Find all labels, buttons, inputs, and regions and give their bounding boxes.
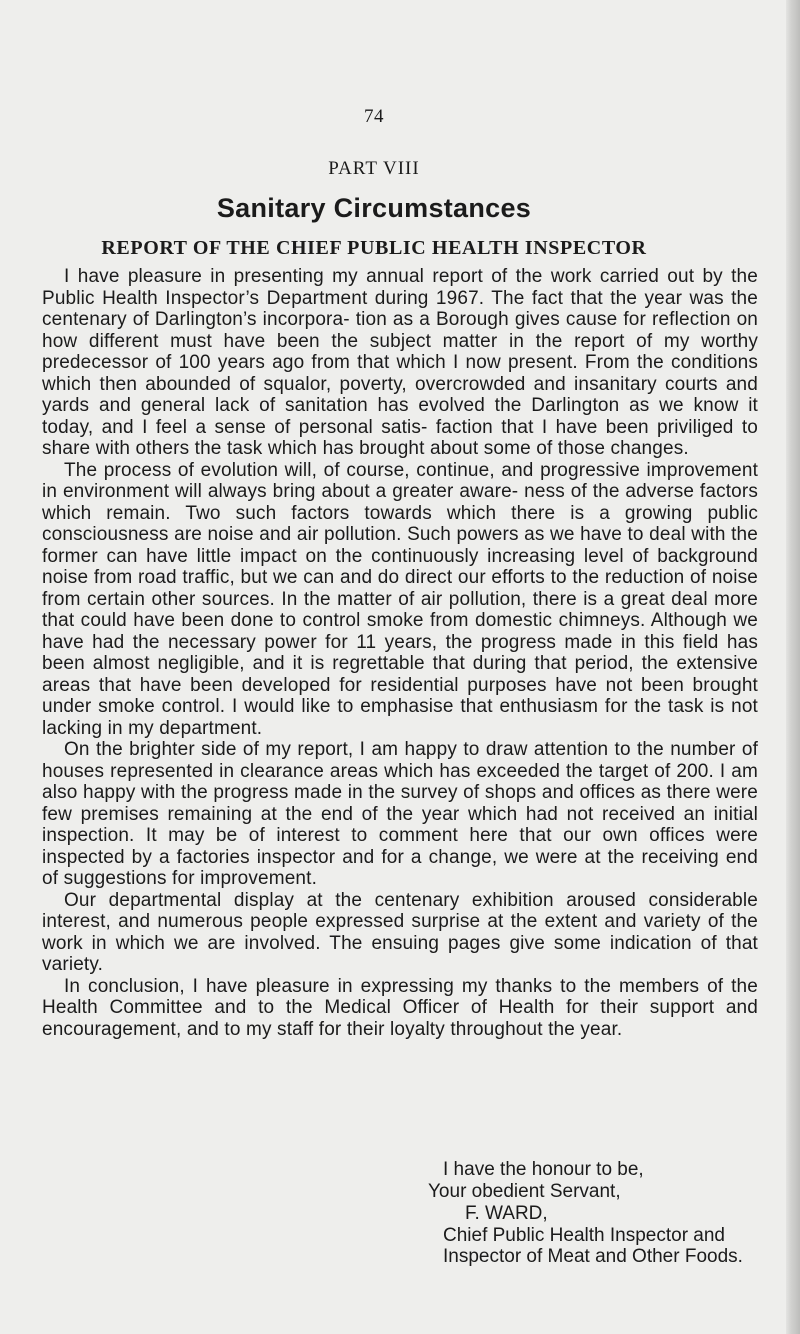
page-number: 74 bbox=[364, 106, 384, 127]
document-page bbox=[42, 0, 784, 1334]
page-title: Sanitary Circumstances bbox=[216, 193, 532, 223]
report-subtitle: REPORT OF THE CHIEF PUBLIC HEALTH INSPECTOR bbox=[101, 237, 647, 259]
paragraph-display: Our departmental display at the centenary exhibition aroused considerable interest, and numerous people expressed surprise at the extent and variety of the work in which we are involved. The ensuing pages give some indication of that variety. bbox=[42, 889, 758, 975]
signature-name: F. WARD, bbox=[465, 1203, 548, 1224]
paragraph-evolution: The process of evolution will, of course, continue, and progressive improvement in environment will always bring about a greater aware- ness of the adverse factors which remain. Two such factors towards which there is a growing public consciousness are noise and air pollution. Such powers as we have to deal with the former can have little impact on the continuously increasing level of background noise from road traffic, but we can and do direct our efforts to the reduction of noise from certain other sources. In the matter of air pollution, there is a great deal more that could have been done to control smoke from domestic chimneys. Although we have had the necessary power for 11 years, the progress made in this field has been almost negligible, and it is regrettable that during that period, the extensive areas that have been developed for residential purposes have not been brought under smoke control. I would like to emphasise that enthusiasm for the task is not lacking in my department. bbox=[42, 459, 758, 739]
part-heading: PART VIII bbox=[328, 158, 420, 179]
signature-salutation: Your obedient Servant, bbox=[428, 1181, 621, 1202]
paragraph-conclusion: In conclusion, I have pleasure in expressing my thanks to the members of the Health Committee and to the Medical Officer of Health for their support and encouragement, and to my staff for their loyalty throughout the year. bbox=[42, 975, 758, 1040]
signature-closing: I have the honour to be, bbox=[443, 1159, 644, 1180]
paragraph-brighter-side: On the brighter side of my report, I am happy to draw attention to the number of houses represented in clearance areas which has exceeded the target of 200. I am also happy with the progress made in the survey of shops and offices as there were few premises remaining at the end of the year which had not received an initial inspection. It may be of interest to comment here that our own offices were inspected by a factories inspector and for a change, we were at the receiving end of suggestions for improvement. bbox=[42, 739, 758, 889]
report-body bbox=[42, 266, 758, 1040]
signature-title-line1: Chief Public Health Inspector and bbox=[443, 1225, 725, 1246]
scan-shadow-edge bbox=[786, 0, 800, 1334]
signature-title-line2: Inspector of Meat and Other Foods. bbox=[443, 1246, 743, 1267]
paragraph-intro: I have pleasure in presenting my annual report of the work carried out by the Public Health Inspector’s Department during 1967. The fact that the year was the centenary of Darlington’s incorpora- tion as a Borough gives cause for reflection on how different must have been the subject matter in the report of my worthy predecessor of 100 years ago from that which I now present. From the conditions which then abounded of squalor, poverty, overcrowded and insanitary courts and yards and general lack of sanitation has evolved the Darlington as we know it today, and I feel a sense of personal satis- faction that I have been priviliged to share with others the task which has brought about some of those changes. bbox=[42, 266, 758, 459]
